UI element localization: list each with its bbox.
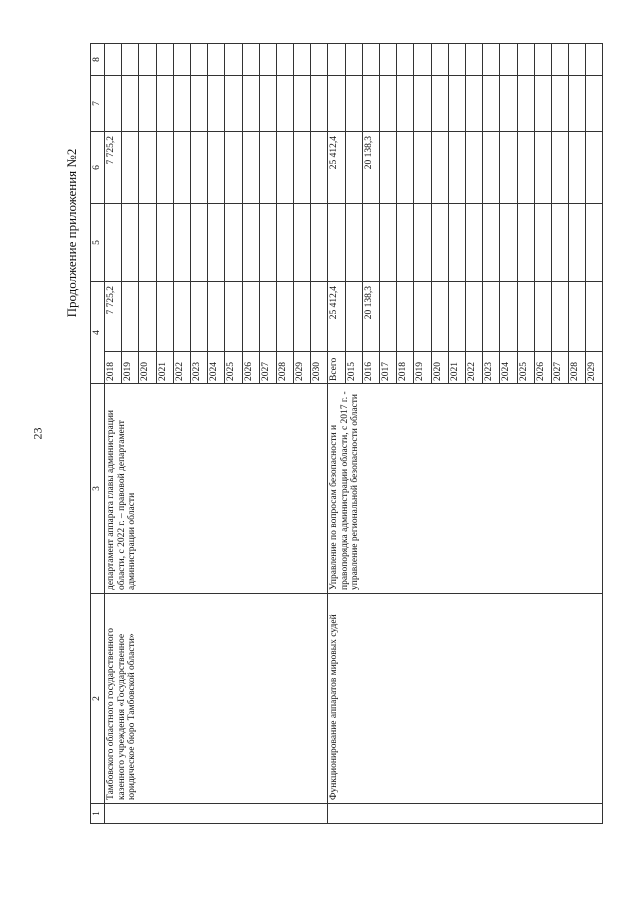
year-cell: 2021 xyxy=(156,352,173,384)
empty-cell xyxy=(465,44,482,76)
empty-cell xyxy=(517,76,534,132)
empty-cell xyxy=(173,44,190,76)
value-col5 xyxy=(105,204,122,282)
block2-col2: Функционирование аппаратов мировых судей xyxy=(328,594,603,804)
value-col5 xyxy=(534,204,551,282)
empty-cell xyxy=(551,76,568,132)
empty-cell xyxy=(208,76,225,132)
value-col4 xyxy=(225,282,242,352)
empty-cell xyxy=(311,44,328,76)
value-col4 xyxy=(465,282,482,352)
value-col6 xyxy=(551,132,568,204)
col-num-1: 1 xyxy=(91,804,105,824)
value-col4 xyxy=(431,282,448,352)
value-col5 xyxy=(122,204,139,282)
value-col4 xyxy=(483,282,500,352)
value-col5 xyxy=(380,204,397,282)
value-col4 xyxy=(208,282,225,352)
value-col5 xyxy=(586,204,603,282)
empty-cell xyxy=(173,76,190,132)
empty-cell xyxy=(397,76,414,132)
value-col6: 7 725,2 xyxy=(105,132,122,204)
value-col6 xyxy=(225,132,242,204)
empty-cell xyxy=(380,76,397,132)
value-col6 xyxy=(397,132,414,204)
value-col6 xyxy=(483,132,500,204)
value-col5 xyxy=(156,204,173,282)
col-num-8: 8 xyxy=(91,44,105,76)
empty-cell xyxy=(465,76,482,132)
value-col5 xyxy=(276,204,293,282)
page-number: 23 xyxy=(30,427,45,440)
block1-col2: Тамбовского областного государственного казенного учреждения «Государственное юридическое бюро Тамбовской области» xyxy=(105,594,328,804)
empty-cell xyxy=(414,76,431,132)
year-cell: 2029 xyxy=(586,352,603,384)
empty-cell xyxy=(534,44,551,76)
value-col4 xyxy=(345,282,362,352)
empty-cell xyxy=(380,44,397,76)
year-cell: 2027 xyxy=(551,352,568,384)
empty-cell xyxy=(345,44,362,76)
value-col5 xyxy=(397,204,414,282)
year-cell: 2015 xyxy=(345,352,362,384)
empty-cell xyxy=(294,44,311,76)
year-cell: 2020 xyxy=(431,352,448,384)
value-col5 xyxy=(483,204,500,282)
value-col6 xyxy=(242,132,259,204)
value-col6: 20 138,3 xyxy=(362,132,379,204)
year-cell: 2025 xyxy=(517,352,534,384)
col-num-2: 2 xyxy=(91,594,105,804)
value-col4 xyxy=(517,282,534,352)
value-col6 xyxy=(190,132,207,204)
col-num-7: 7 xyxy=(91,76,105,132)
value-col6 xyxy=(517,132,534,204)
value-col5 xyxy=(569,204,586,282)
empty-cell xyxy=(500,44,517,76)
value-col5 xyxy=(517,204,534,282)
empty-cell xyxy=(448,76,465,132)
value-col4 xyxy=(122,282,139,352)
value-col4 xyxy=(551,282,568,352)
value-col6 xyxy=(156,132,173,204)
year-cell: 2030 xyxy=(311,352,328,384)
value-col6 xyxy=(294,132,311,204)
value-col4: 7 725,2 xyxy=(105,282,122,352)
value-col4: 20 138,3 xyxy=(362,282,379,352)
appendix-title: Продолжение приложения №2 xyxy=(64,148,79,318)
empty-cell xyxy=(362,76,379,132)
empty-cell xyxy=(483,44,500,76)
empty-cell xyxy=(259,76,276,132)
value-col5 xyxy=(414,204,431,282)
value-col6 xyxy=(173,132,190,204)
value-col4 xyxy=(500,282,517,352)
empty-cell xyxy=(345,76,362,132)
value-col4 xyxy=(534,282,551,352)
value-col6 xyxy=(431,132,448,204)
value-col6 xyxy=(208,132,225,204)
year-cell: 2026 xyxy=(242,352,259,384)
year-cell: 2025 xyxy=(225,352,242,384)
value-col5 xyxy=(551,204,568,282)
value-col4 xyxy=(294,282,311,352)
appendix-table xyxy=(90,43,603,824)
year-cell: 2029 xyxy=(294,352,311,384)
year-cell: 2022 xyxy=(173,352,190,384)
empty-cell xyxy=(311,76,328,132)
value-col5 xyxy=(448,204,465,282)
value-col5 xyxy=(208,204,225,282)
empty-cell xyxy=(122,76,139,132)
value-col6 xyxy=(586,132,603,204)
value-col4 xyxy=(448,282,465,352)
value-col4 xyxy=(586,282,603,352)
table-row xyxy=(105,44,122,824)
year-cell: Всего xyxy=(328,352,345,384)
year-cell: 2023 xyxy=(190,352,207,384)
year-cell: 2020 xyxy=(139,352,156,384)
value-col6 xyxy=(414,132,431,204)
value-col6 xyxy=(139,132,156,204)
rotated-table-frame xyxy=(90,44,610,824)
value-col5 xyxy=(362,204,379,282)
empty-cell xyxy=(397,44,414,76)
empty-cell xyxy=(362,44,379,76)
year-cell: 2017 xyxy=(380,352,397,384)
value-col4 xyxy=(190,282,207,352)
empty-cell xyxy=(534,76,551,132)
empty-cell xyxy=(586,76,603,132)
empty-cell xyxy=(569,76,586,132)
value-col4: 25 412,4 xyxy=(328,282,345,352)
empty-cell xyxy=(586,44,603,76)
value-col6 xyxy=(311,132,328,204)
value-col4 xyxy=(259,282,276,352)
value-col4 xyxy=(397,282,414,352)
empty-cell xyxy=(156,76,173,132)
empty-cell xyxy=(414,44,431,76)
empty-cell xyxy=(242,44,259,76)
block2-col3: Управление по вопросам безопасности и правопорядка администрации области, с 2017 г. - управление региональной безопасности области xyxy=(328,384,603,594)
empty-cell xyxy=(276,76,293,132)
value-col6 xyxy=(380,132,397,204)
year-cell: 2027 xyxy=(259,352,276,384)
year-cell: 2018 xyxy=(105,352,122,384)
value-col5 xyxy=(345,204,362,282)
block1-col1 xyxy=(105,804,328,824)
year-cell: 2028 xyxy=(569,352,586,384)
value-col6 xyxy=(122,132,139,204)
col-num-6: 6 xyxy=(91,132,105,204)
empty-cell xyxy=(431,44,448,76)
empty-cell xyxy=(190,76,207,132)
empty-cell xyxy=(225,44,242,76)
value-col5 xyxy=(139,204,156,282)
empty-cell xyxy=(225,76,242,132)
block2-col1 xyxy=(328,804,603,824)
value-col6 xyxy=(500,132,517,204)
col-num-3: 3 xyxy=(91,384,105,594)
value-col5 xyxy=(173,204,190,282)
year-cell: 2024 xyxy=(500,352,517,384)
empty-cell xyxy=(483,76,500,132)
value-col6 xyxy=(448,132,465,204)
value-col5 xyxy=(190,204,207,282)
table-row xyxy=(328,44,345,824)
table-body xyxy=(105,44,603,824)
empty-cell xyxy=(156,44,173,76)
value-col4 xyxy=(156,282,173,352)
value-col5 xyxy=(311,204,328,282)
value-col4 xyxy=(242,282,259,352)
year-cell: 2022 xyxy=(465,352,482,384)
empty-cell xyxy=(551,44,568,76)
empty-cell xyxy=(190,44,207,76)
empty-cell xyxy=(569,44,586,76)
year-cell: 2016 xyxy=(362,352,379,384)
value-col5 xyxy=(465,204,482,282)
value-col4 xyxy=(276,282,293,352)
value-col4 xyxy=(380,282,397,352)
year-cell: 2026 xyxy=(534,352,551,384)
empty-cell xyxy=(122,44,139,76)
empty-cell xyxy=(328,76,345,132)
empty-cell xyxy=(431,76,448,132)
empty-cell xyxy=(500,76,517,132)
empty-cell xyxy=(328,44,345,76)
value-col6 xyxy=(345,132,362,204)
year-cell: 2023 xyxy=(483,352,500,384)
empty-cell xyxy=(139,44,156,76)
year-cell: 2028 xyxy=(276,352,293,384)
col-num-5: 5 xyxy=(91,204,105,282)
value-col4 xyxy=(414,282,431,352)
year-cell: 2018 xyxy=(397,352,414,384)
value-col6 xyxy=(259,132,276,204)
year-cell: 2021 xyxy=(448,352,465,384)
empty-cell xyxy=(448,44,465,76)
value-col4 xyxy=(173,282,190,352)
value-col5 xyxy=(259,204,276,282)
column-number-row xyxy=(91,44,105,824)
value-col4 xyxy=(569,282,586,352)
value-col6: 25 412,4 xyxy=(328,132,345,204)
value-col6 xyxy=(465,132,482,204)
block1-col3: департамент аппарата главы администрации области, с 2022 г. – правовой департамент администрации области xyxy=(105,384,328,594)
value-col4 xyxy=(311,282,328,352)
value-col5 xyxy=(225,204,242,282)
value-col5 xyxy=(242,204,259,282)
year-cell: 2019 xyxy=(122,352,139,384)
empty-cell xyxy=(242,76,259,132)
empty-cell xyxy=(139,76,156,132)
empty-cell xyxy=(294,76,311,132)
value-col4 xyxy=(139,282,156,352)
empty-cell xyxy=(276,44,293,76)
empty-cell xyxy=(517,44,534,76)
empty-cell xyxy=(105,44,122,76)
empty-cell xyxy=(105,76,122,132)
rotated-sheet xyxy=(90,44,610,824)
empty-cell xyxy=(208,44,225,76)
col-num-4: 4 xyxy=(91,282,105,384)
value-col6 xyxy=(276,132,293,204)
value-col5 xyxy=(294,204,311,282)
value-col6 xyxy=(534,132,551,204)
value-col5 xyxy=(431,204,448,282)
value-col5 xyxy=(500,204,517,282)
year-cell: 2019 xyxy=(414,352,431,384)
year-cell: 2024 xyxy=(208,352,225,384)
empty-cell xyxy=(259,44,276,76)
value-col6 xyxy=(569,132,586,204)
value-col5 xyxy=(328,204,345,282)
